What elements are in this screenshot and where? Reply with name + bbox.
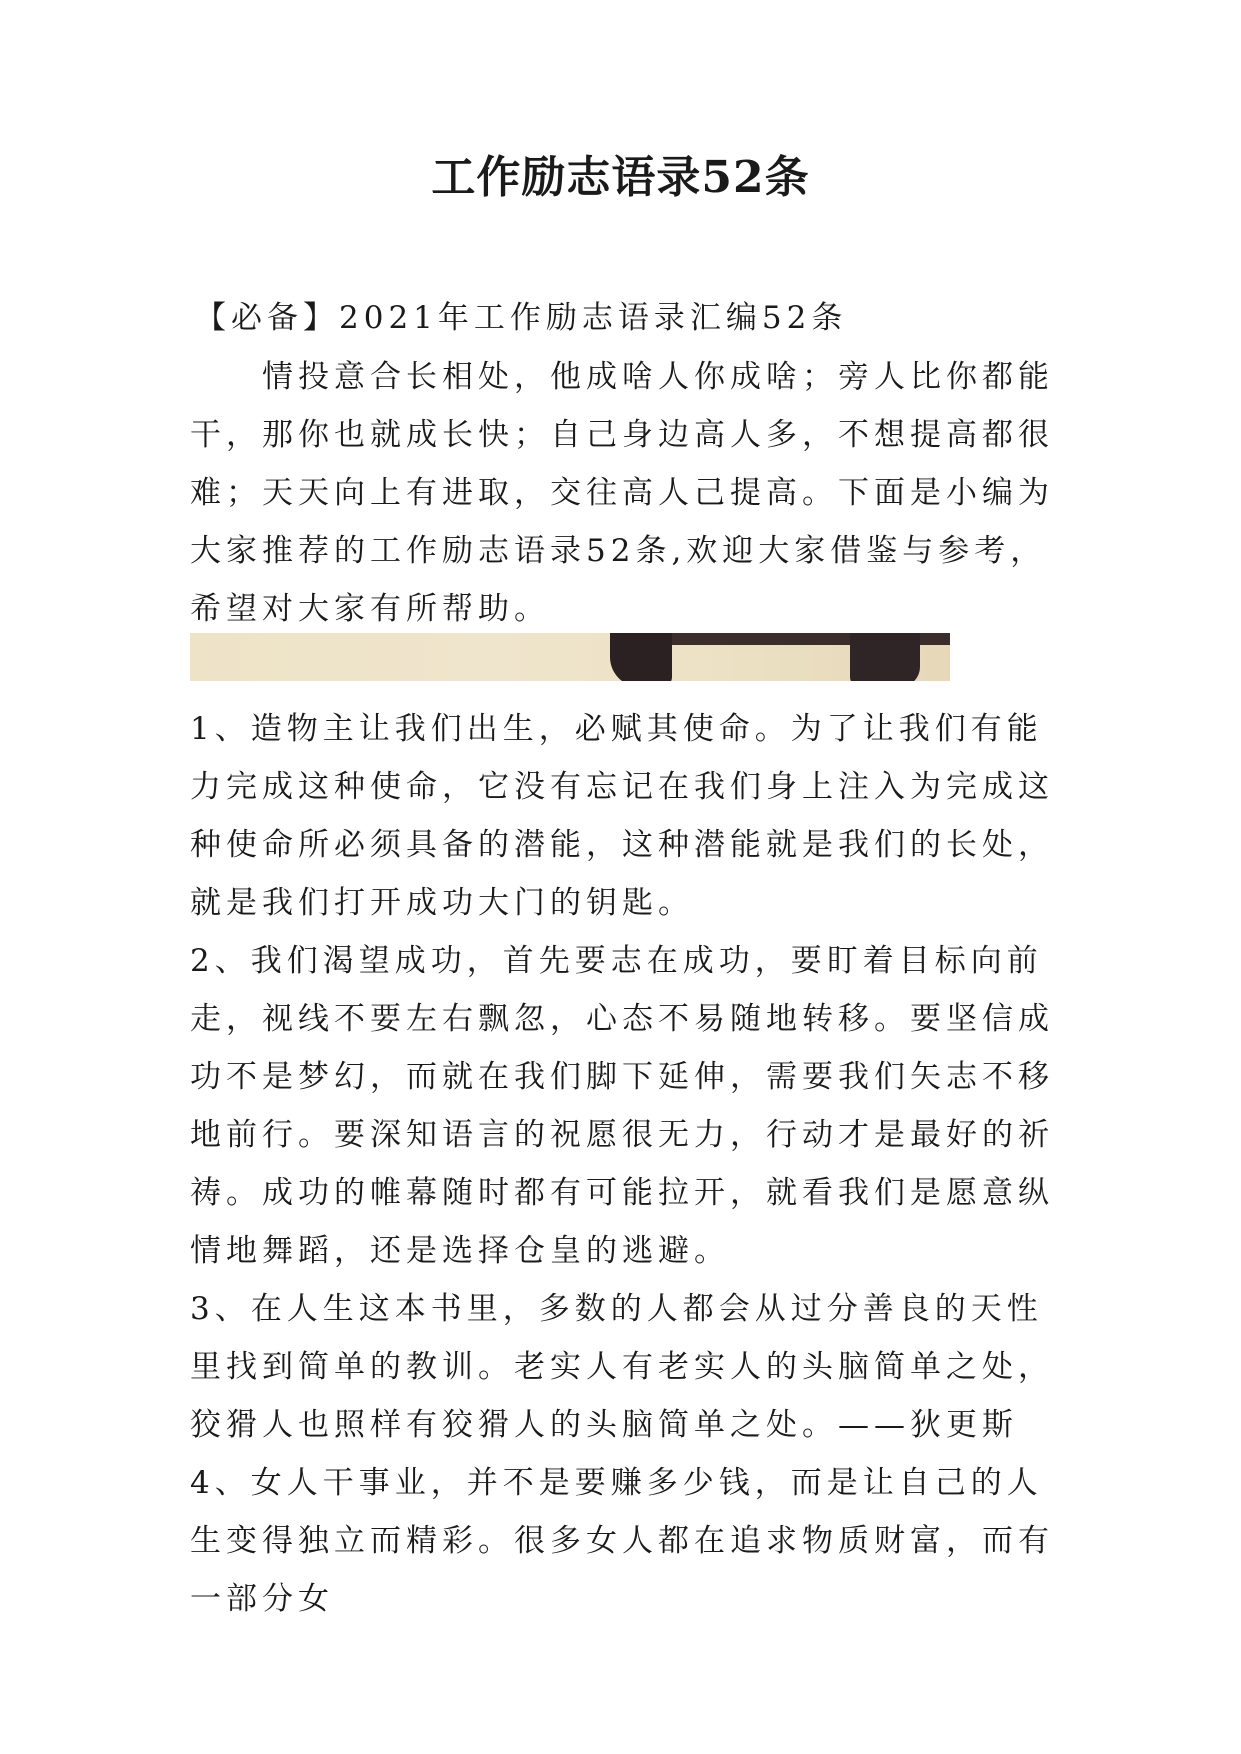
document-title: 工作励志语录52条 (431, 152, 810, 203)
quote-item: 4、女人干事业，并不是要赚多少钱，而是让自己的人生变得独立而精彩。很多女人都在追求物质财富，而有一部分女 (190, 1465, 1054, 1617)
photo-dark-shape (610, 633, 672, 681)
document-subtitle: 【必备】2021年工作励志语录汇编52条 (195, 300, 848, 336)
decorative-photo-strip (190, 633, 950, 681)
photo-dark-shape (850, 633, 920, 681)
quote-item: 3、在人生这本书里，多数的人都会从过分善良的天性里找到简单的教训。老实人有老实人的头脑简单之处，狡猾人也照样有狡猾人的头脑简单之处。——狄更斯 (190, 1291, 1054, 1443)
intro-paragraph: 情投意合长相处，他成啥人你成啥；旁人比你都能干，那你也就成长快；自己身边高人多，不想提高都很难；天天向上有进取，交往高人己提高。下面是小编为大家推荐的工作励志语录52条,欢迎大家借鉴与参考，希望对大家有所帮助。 (190, 359, 1054, 627)
quote-list (190, 700, 1070, 1628)
quote-item: 2、我们渴望成功，首先要志在成功，要盯着目标向前走，视线不要左右飘忽，心态不易随地转移。要坚信成功不是梦幻，而就在我们脚下延伸，需要我们矢志不移地前行。要深知语言的祝愿很无力，行动才是最好的祈祷。成功的帷幕随时都有可能拉开，就看我们是愿意纵情地舞蹈，还是选择仓皇的逃避。 (190, 943, 1054, 1269)
quote-item: 1、造物主让我们出生，必赋其使命。为了让我们有能力完成这种使命，它没有忘记在我们身上注入为完成这种使命所必须具备的潜能，这种潜能就是我们的长处，就是我们打开成功大门的钥匙。 (190, 711, 1054, 921)
